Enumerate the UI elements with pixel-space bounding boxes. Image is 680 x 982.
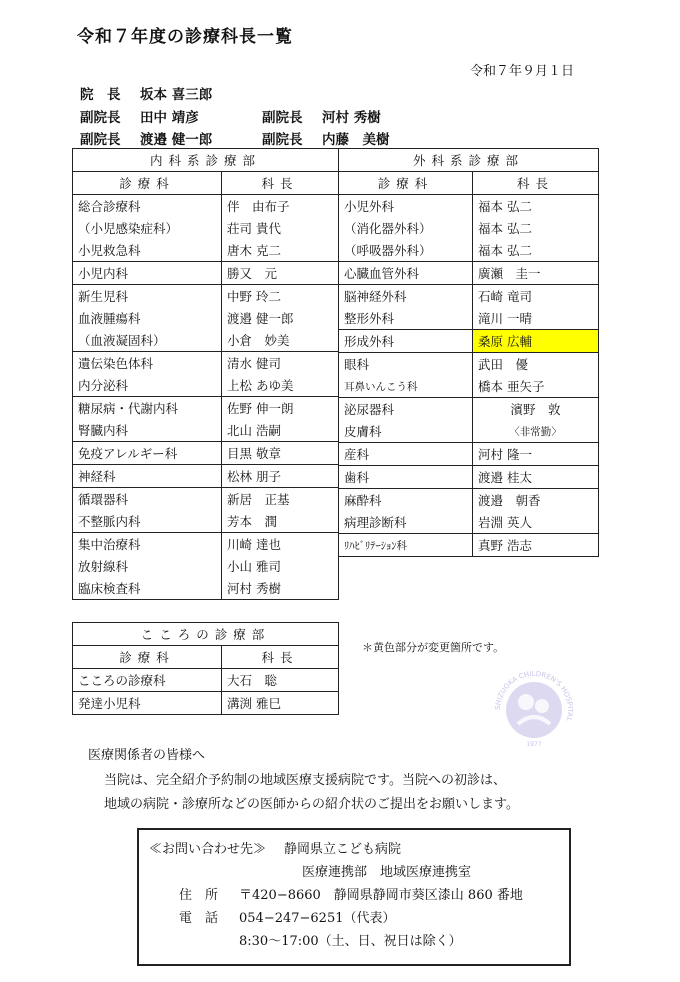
kokoro-dept-table [72, 622, 339, 715]
message-line-1: 当院は、完全紹介予約制の地域医療支援病院です。当院への初診は、 [104, 773, 506, 788]
surgical-dept-name: 病理診断科 [344, 515, 407, 530]
surgical-dept-cell [339, 262, 473, 285]
internal-chief-name: 松林 朋子 [227, 469, 281, 484]
internal-dept-cell [73, 488, 222, 511]
surgical-chief-name: 真野 浩志 [478, 538, 532, 553]
surgical-row [339, 195, 599, 218]
surgical-chief-name: 渡邉 朝香 [478, 493, 541, 508]
internal-dept-name: 小児救急科 [78, 243, 141, 258]
vice-name-3: 渡邉 健一郎 [140, 132, 213, 148]
issue-date: 令和７年９月１日 [470, 64, 575, 79]
surgical-chief-name: 廣瀬 圭一 [478, 266, 541, 281]
surgical-dept-table [338, 148, 599, 557]
internal-chief-name: 川崎 達也 [227, 537, 281, 552]
message-heading: 医療関係者の皆様へ [88, 748, 206, 763]
internal-dept-name: 免疫アレルギー科 [78, 446, 178, 461]
internal-row [73, 217, 339, 239]
internal-chief-cell [222, 397, 339, 420]
surgical-dept-name: 形成外科 [344, 334, 395, 349]
internal-dept-name: 血液腫瘍科 [78, 311, 141, 326]
kokoro-col-dept: 診療科 [73, 646, 222, 669]
internal-chief-cell [222, 533, 339, 556]
internal-chief-cell [222, 217, 339, 239]
surgical-chief-cell [473, 466, 599, 489]
director-name: 坂本 喜三郎 [140, 87, 213, 103]
internal-chief-cell [222, 352, 339, 375]
internal-chief-cell [222, 262, 339, 285]
internal-dept-name: 集中治療科 [78, 537, 141, 552]
surgical-chief-name: 福本 弘二 [478, 199, 532, 214]
vice-role-4: 副院長 [262, 132, 303, 148]
internal-row [73, 488, 339, 511]
internal-header-row [73, 149, 339, 172]
kokoro-dept-cell [73, 692, 222, 715]
internal-chief-cell [222, 285, 339, 308]
surgical-chief-cell [473, 534, 599, 557]
contact-hours: 8:30〜17:00（土、日、祝日は除く） [239, 934, 462, 949]
surgical-row [339, 534, 599, 557]
surgical-dept-cell [339, 511, 473, 534]
surgical-row [339, 285, 599, 308]
surgical-row [339, 262, 599, 285]
surgical-header: 外科系診療部 [339, 149, 599, 172]
surgical-chief-name: 岩淵 英人 [478, 515, 532, 530]
internal-dept-cell [73, 555, 222, 577]
surgical-row [339, 307, 599, 330]
internal-chief-name: 渡邉 健一郎 [227, 311, 294, 326]
internal-row [73, 352, 339, 375]
internal-chief-name: 目黒 敬章 [227, 446, 281, 461]
surgical-row [339, 330, 599, 353]
surgical-chief-cell [473, 239, 599, 262]
surgical-chief-cell [473, 420, 599, 443]
surgical-dept-cell [339, 239, 473, 262]
surgical-row [339, 239, 599, 262]
internal-chief-name: 勝又 元 [227, 266, 278, 281]
internal-dept-name: 内分泌科 [78, 378, 129, 393]
surgical-chief-cell [473, 262, 599, 285]
surgical-chief-cell [473, 330, 599, 353]
internal-dept-name: 糖尿病・代謝内科 [78, 401, 179, 416]
surgical-header-row [339, 149, 599, 172]
kokoro-chief-name: 溝渕 雅巳 [227, 696, 281, 711]
internal-col-chief: 科長 [222, 172, 339, 195]
internal-dept-name: （小児感染症科） [78, 221, 179, 236]
internal-dept-cell [73, 352, 222, 375]
kokoro-col-row [73, 646, 339, 669]
internal-row [73, 465, 339, 488]
internal-dept-name: 循環器科 [78, 492, 129, 507]
contact-org: 静岡県立こども病院 [284, 842, 402, 857]
internal-dept-name: 小児内科 [78, 266, 129, 281]
kokoro-col-chief: 科長 [222, 646, 339, 669]
internal-row [73, 510, 339, 533]
surgical-row [339, 375, 599, 398]
kokoro-row [73, 692, 339, 715]
internal-dept-cell [73, 262, 222, 285]
surgical-dept-cell [339, 466, 473, 489]
surgical-dept-name: 小児外科 [344, 199, 395, 214]
internal-dept-cell [73, 465, 222, 488]
internal-row [73, 239, 339, 262]
internal-dept-cell [73, 533, 222, 556]
surgical-dept-name: 眼科 [344, 357, 370, 372]
internal-dept-cell [73, 442, 222, 465]
internal-dept-name: 臨床検査科 [78, 581, 141, 596]
surgical-dept-cell [339, 420, 473, 443]
logo-ring-text: SHIZUOKA CHILDREN'S HOSPITAL [493, 669, 575, 723]
surgical-row [339, 443, 599, 466]
surgical-chief-name: 濱野 敦 [510, 402, 561, 417]
kokoro-chief-cell [222, 692, 339, 715]
surgical-row [339, 217, 599, 239]
internal-chief-name: 北山 浩嗣 [227, 423, 281, 438]
internal-chief-cell [222, 465, 339, 488]
surgical-dept-name: 歯科 [344, 470, 370, 485]
vice-role-1: 副院長 [80, 110, 121, 126]
surgical-dept-cell [339, 534, 473, 557]
surgical-col-dept: 診療科 [339, 172, 473, 195]
internal-dept-name: 新生児科 [78, 289, 129, 304]
internal-row [73, 285, 339, 308]
internal-col-row [73, 172, 339, 195]
internal-chief-cell [222, 419, 339, 442]
surgical-dept-cell [339, 330, 473, 353]
internal-dept-cell [73, 510, 222, 533]
surgical-chief-cell [473, 375, 599, 398]
internal-chief-name: 佐野 伸一朗 [227, 401, 294, 416]
internal-chief-cell [222, 329, 339, 352]
internal-dept-name: 不整脈内科 [78, 514, 141, 529]
surgical-dept-cell [339, 195, 473, 218]
internal-chief-cell [222, 555, 339, 577]
internal-row [73, 533, 339, 556]
internal-chief-name: 芳本 潤 [227, 514, 278, 529]
internal-row [73, 307, 339, 329]
contact-box [137, 828, 571, 966]
internal-dept-cell [73, 217, 222, 239]
internal-chief-name: 伴 由布子 [227, 199, 290, 214]
vice-name-1: 田中 靖彦 [140, 110, 199, 126]
surgical-dept-name: 産科 [344, 447, 370, 462]
surgical-chief-cell [473, 217, 599, 239]
surgical-dept-cell [339, 443, 473, 466]
surgical-chief-name: 福本 弘二 [478, 243, 532, 258]
surgical-chief-name: 石崎 竜司 [478, 289, 532, 304]
surgical-chief-name: 福本 弘二 [478, 221, 532, 236]
vice-role-2: 副院長 [262, 110, 303, 126]
surgical-dept-name: （消化器外科） [344, 221, 432, 236]
logo-year: 1977 [526, 741, 542, 748]
surgical-dept-cell [339, 217, 473, 239]
surgical-dept-name: 皮膚科 [344, 424, 382, 439]
internal-row [73, 397, 339, 420]
internal-dept-cell [73, 307, 222, 329]
surgical-dept-name: 心臓血管外科 [344, 266, 420, 281]
internal-dept-cell [73, 239, 222, 262]
surgical-col-chief: 科長 [473, 172, 599, 195]
hospital-logo [490, 666, 578, 754]
address-label: 住 所 [179, 888, 219, 903]
internal-chief-cell [222, 195, 339, 218]
contact-address: 〒420−8660 静岡県静岡市葵区漆山 860 番地 [239, 888, 523, 903]
surgical-row [339, 511, 599, 534]
kokoro-row [73, 669, 339, 692]
surgical-chief-cell [473, 285, 599, 308]
surgical-row [339, 420, 599, 443]
internal-row [73, 555, 339, 577]
internal-chief-cell [222, 374, 339, 397]
internal-dept-name: 遺伝染色体科 [78, 356, 154, 371]
internal-row [73, 262, 339, 285]
internal-dept-cell [73, 577, 222, 600]
message-line-2: 地域の病院・診療所などの医師からの紹介状のご提出をお願いします。 [104, 797, 519, 812]
internal-row [73, 195, 339, 218]
surgical-dept-name: （呼吸器外科） [344, 243, 432, 258]
surgical-col-row [339, 172, 599, 195]
surgical-row [339, 398, 599, 421]
surgical-chief-name: 〈非常勤〉 [509, 425, 562, 438]
internal-dept-cell [73, 374, 222, 397]
internal-chief-cell [222, 488, 339, 511]
surgical-chief-cell [473, 195, 599, 218]
internal-chief-cell [222, 239, 339, 262]
internal-dept-name: 放射線科 [78, 559, 129, 574]
internal-dept-cell [73, 397, 222, 420]
surgical-dept-name: 整形外科 [344, 311, 395, 326]
internal-chief-cell [222, 442, 339, 465]
internal-chief-cell [222, 577, 339, 600]
surgical-dept-name: 泌尿器科 [344, 402, 395, 417]
internal-chief-name: 小山 雅司 [227, 559, 281, 574]
internal-dept-cell [73, 419, 222, 442]
change-note: ＊黄色部分が変更箇所です。 [362, 641, 505, 654]
internal-row [73, 419, 339, 442]
internal-chief-name: 小倉 妙美 [227, 333, 290, 348]
contact-label: ≪お問い合わせ先≫ [149, 842, 267, 857]
surgical-dept-name: 脳神経外科 [344, 289, 407, 304]
internal-row [73, 442, 339, 465]
contact-division: 医療連携部 地域医療連携室 [302, 865, 472, 880]
surgical-chief-name: 桑原 広輔 [478, 334, 532, 349]
surgical-chief-name: 橋本 亜矢子 [478, 379, 545, 394]
internal-row [73, 374, 339, 397]
surgical-chief-cell [473, 307, 599, 330]
surgical-dept-name: 麻酔科 [344, 493, 382, 508]
surgical-dept-cell [339, 375, 473, 398]
surgical-chief-name: 渡邉 桂太 [478, 470, 532, 485]
surgical-chief-cell [473, 443, 599, 466]
internal-chief-name: 荘司 貴代 [227, 221, 281, 236]
kokoro-chief-name: 大石 聡 [227, 673, 278, 688]
surgical-row [339, 466, 599, 489]
surgical-chief-name: 滝川 一晴 [478, 311, 532, 326]
kokoro-dept-name: こころの診療科 [78, 673, 166, 688]
kokoro-header: こころの診療部 [73, 623, 339, 646]
vice-name-4: 内藤 美樹 [322, 132, 390, 148]
kokoro-header-row [73, 623, 339, 646]
surgical-row [339, 353, 599, 376]
surgical-dept-cell [339, 489, 473, 512]
surgical-row [339, 489, 599, 512]
internal-chief-name: 清水 健司 [227, 356, 281, 371]
kokoro-dept-name: 発達小児科 [78, 696, 141, 711]
vice-name-2: 河村 秀樹 [322, 110, 381, 126]
phone-label: 電 話 [179, 911, 219, 926]
surgical-dept-cell [339, 285, 473, 308]
internal-col-dept: 診療科 [73, 172, 222, 195]
surgical-dept-name: 耳鼻いんこう科 [344, 380, 418, 393]
internal-row [73, 329, 339, 352]
internal-dept-name: 腎臓内科 [78, 423, 129, 438]
internal-chief-name: 河村 秀樹 [227, 581, 281, 596]
surgical-dept-cell [339, 307, 473, 330]
vice-role-3: 副院長 [80, 132, 121, 148]
internal-row [73, 577, 339, 600]
internal-dept-name: 神経科 [78, 469, 116, 484]
surgical-dept-cell [339, 353, 473, 376]
surgical-chief-cell [473, 353, 599, 376]
logo-emblem [506, 682, 562, 738]
internal-dept-cell [73, 329, 222, 352]
internal-chief-cell [222, 510, 339, 533]
surgical-dept-cell [339, 398, 473, 421]
internal-dept-name: 総合診療科 [78, 199, 141, 214]
internal-chief-name: 中野 玲二 [227, 289, 281, 304]
page-title: 令和７年度の診療科長一覧 [77, 27, 293, 47]
internal-chief-name: 上松 あゆ美 [227, 378, 294, 393]
surgical-chief-name: 武田 優 [478, 357, 529, 372]
surgical-chief-cell [473, 489, 599, 512]
internal-dept-cell [73, 285, 222, 308]
internal-header: 内科系診療部 [73, 149, 339, 172]
kokoro-chief-cell [222, 669, 339, 692]
internal-chief-name: 新居 正基 [227, 492, 290, 507]
internal-chief-name: 唐木 克二 [227, 243, 281, 258]
director-role: 院 長 [80, 87, 121, 103]
kokoro-dept-cell [73, 669, 222, 692]
contact-phone: 054−247−6251（代表） [239, 911, 396, 926]
surgical-chief-cell [473, 398, 599, 421]
surgical-chief-cell [473, 511, 599, 534]
surgical-dept-name: ﾘﾊﾋﾞﾘﾃｰｼｮﾝ科 [344, 539, 407, 552]
internal-dept-table [72, 148, 339, 600]
surgical-chief-name: 河村 隆一 [478, 447, 532, 462]
internal-dept-cell [73, 195, 222, 218]
internal-chief-cell [222, 307, 339, 329]
internal-dept-name: （血液凝固科） [78, 333, 166, 348]
